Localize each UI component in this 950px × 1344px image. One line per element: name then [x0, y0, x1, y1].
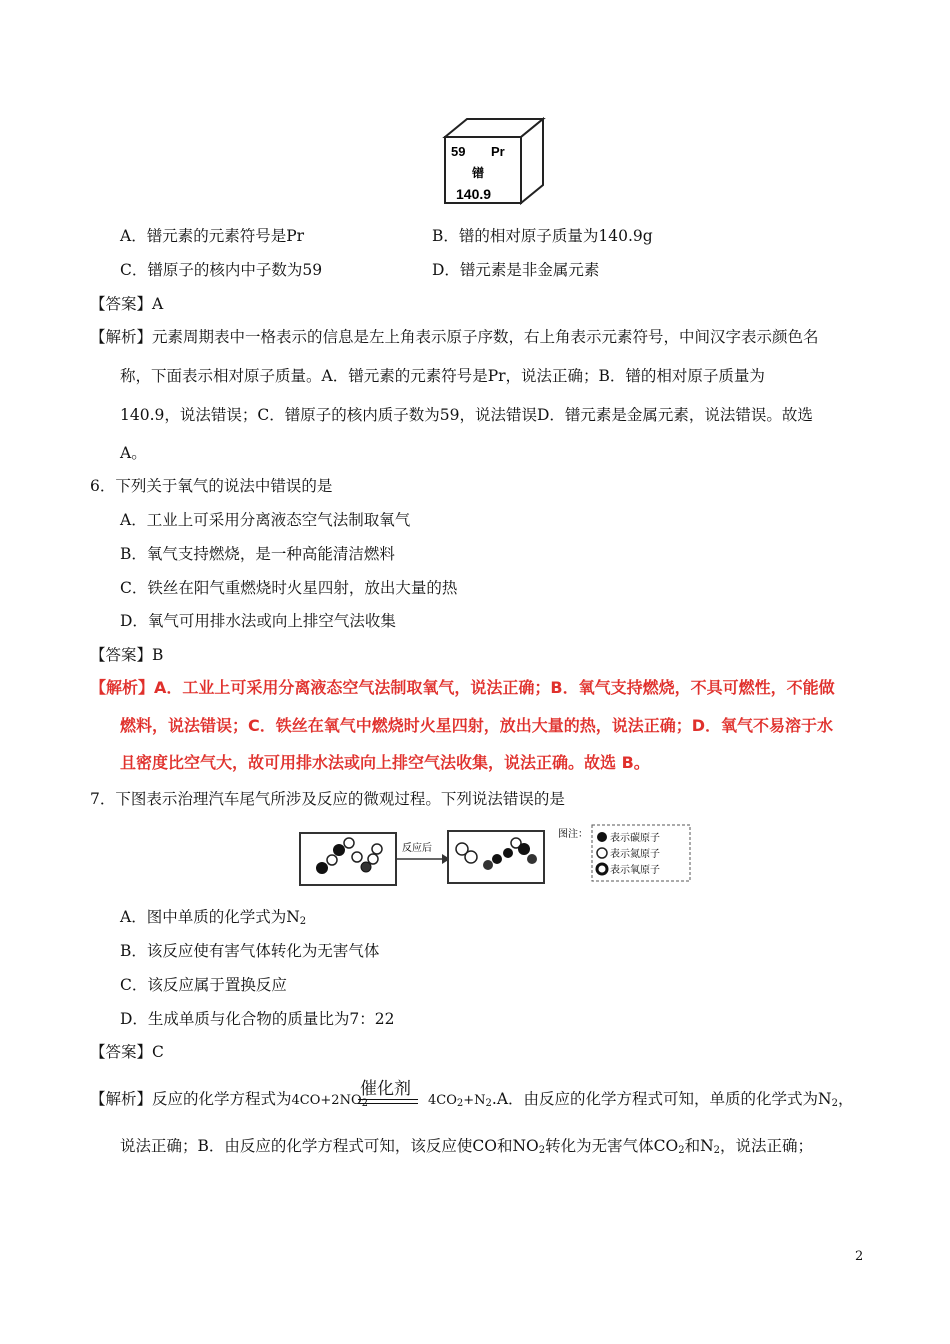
element-symbol: Pr: [491, 144, 505, 159]
answer-value: C: [152, 1043, 164, 1061]
legend-title: 图注：: [558, 829, 588, 840]
reaction-diagram: [296, 823, 696, 889]
analysis-text: 转化为无害气体CO: [545, 1137, 679, 1155]
answer-value: A: [152, 295, 164, 313]
q5-option-d: D．镨元素是非金属元素: [432, 261, 600, 279]
legend-oxygen: 表示氧原子: [610, 865, 660, 876]
equation-product-2: +N: [463, 1093, 486, 1108]
q7-option-c: C．该反应属于置换反应: [120, 976, 287, 994]
q5-analysis-line-1: [90, 327, 819, 347]
analysis-text: ，: [837, 1090, 854, 1108]
subscript: 2: [831, 1098, 838, 1109]
q6-analysis-line-2: 燃料，说法错误；C．铁丝在氧气中燃烧时火星四射，放出大量的热，说法正确；D．氧气不易溶于水: [120, 716, 834, 735]
analysis-text: ，说法正确；: [720, 1137, 814, 1155]
q7-analysis-line-1b: [428, 1089, 854, 1114]
q6-answer: [90, 645, 163, 665]
analysis-label: 【解析】: [90, 1090, 153, 1108]
q7-option-a: [120, 907, 306, 932]
catalyst-label: 催化剂: [360, 1079, 411, 1099]
q7-question: 7．下图表示治理汽车尾气所涉及反应的微观过程。下列说法错误的是: [90, 790, 565, 808]
arrow-label: 反应后: [402, 843, 432, 854]
q5-answer: [90, 294, 163, 314]
q5-analysis-line-3: 140.9，说法错误；C．镨原子的核内质子数为59，说法错误D．镨元素是金属元素，说法错误。故选: [120, 406, 813, 424]
equation-reactants: 4CO+2NO: [291, 1093, 362, 1108]
subscript: 2: [361, 1098, 368, 1109]
q5-analysis-line-2: 称，下面表示相对原子质量。A．镨元素的元素符号是Pr，说法正确；B．镨的相对原子质量为: [120, 367, 765, 385]
q7-option-b: B．该反应使有害气体转化为无害气体: [120, 942, 380, 960]
answer-label: 【答案】: [90, 646, 153, 664]
q5-option-a: A．镨元素的元素符号是Pr: [120, 227, 305, 245]
analysis-label: 【解析】: [90, 328, 153, 346]
page-number: 2: [855, 1249, 864, 1264]
element-name: 镨: [472, 166, 485, 180]
analysis-text: 说法正确；B．由反应的化学方程式可知，该反应使CO和NO: [120, 1137, 539, 1155]
subscript: 2: [538, 1145, 546, 1156]
answer-value: B: [152, 646, 164, 664]
option-text: A．图中单质的化学式为N: [120, 908, 300, 926]
subscript: 2: [713, 1145, 721, 1156]
analysis-text: 反应的化学方程式为: [152, 1090, 292, 1108]
q6-analysis-line-1: 【解析】A．工业上可采用分离液态空气法制取氧气，说法正确；B．氧气支持燃烧，不具可燃性，不能做: [90, 678, 835, 697]
q5-analysis-line-4: A。: [120, 444, 147, 462]
analysis-text: .A．由反应的化学方程式可知，单质的化学式为N: [491, 1090, 832, 1108]
q7-answer: [90, 1042, 164, 1062]
analysis-text: 元素周期表中一格表示的信息是左上角表示原子序数，右上角表示元素符号，中间汉字表示颜色名: [152, 328, 819, 346]
q6-option-d: D．氧气可用排水法或向上排空气法收集: [120, 612, 396, 630]
legend-nitrogen: 表示氮原子: [610, 849, 660, 860]
q5-option-c: C．镨原子的核内中子数为59: [120, 261, 323, 279]
analysis-text: 和N: [684, 1137, 714, 1155]
equation-product-1: 4CO: [428, 1093, 457, 1108]
q6-option-c: C．铁丝在阳气重燃烧时火星四射，放出大量的热: [120, 579, 458, 597]
q5-option-b: B．镨的相对原子质量为140.9g: [432, 227, 653, 245]
element-mass: 140.9: [456, 186, 492, 202]
q7-analysis-line-2: [120, 1136, 813, 1161]
element-number: 59: [451, 144, 466, 159]
subscript: 2: [485, 1098, 492, 1109]
element-cell-figure: [440, 115, 550, 207]
answer-label: 【答案】: [90, 1043, 153, 1061]
q7-analysis-line-1a: [90, 1089, 368, 1114]
subscript: 2: [678, 1145, 685, 1156]
q6-option-a: A．工业上可采用分离液态空气法制取氧气: [120, 511, 411, 529]
legend-carbon: 表示碳原子: [610, 833, 660, 844]
q6-analysis-line-3: 且密度比空气大，故可用排水法或向上排空气法收集，说法正确。故选 B。: [120, 753, 650, 772]
subscript: 2: [299, 916, 307, 927]
answer-label: 【答案】: [90, 295, 153, 313]
subscript: 2: [456, 1098, 464, 1109]
q6-question: 6．下列关于氧气的说法中错误的是: [90, 477, 333, 495]
q7-option-d: D．生成单质与化合物的质量比为7：22: [120, 1010, 395, 1028]
q6-option-b: B．氧气支持燃烧，是一种高能清洁燃料: [120, 545, 395, 563]
